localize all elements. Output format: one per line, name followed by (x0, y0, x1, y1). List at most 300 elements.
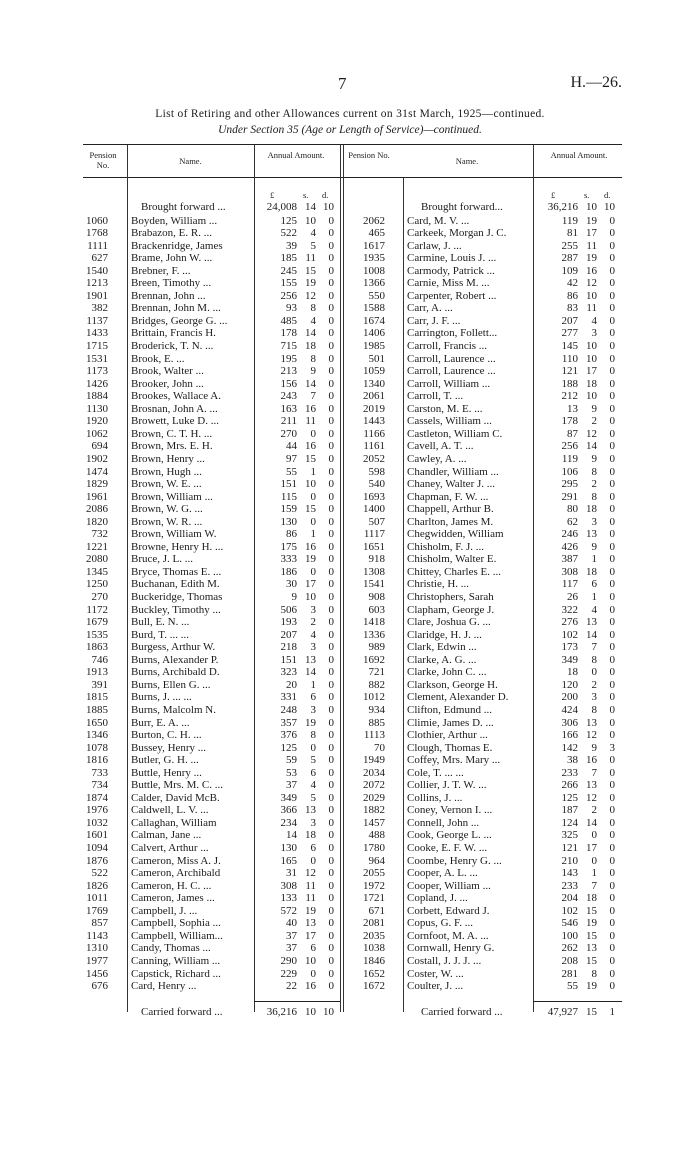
left-amount-pounds: 178 (280, 327, 297, 340)
right-brought-forward-label: Brought forward... (421, 201, 503, 213)
right-pension-no: 2052 (363, 452, 385, 465)
right-pensioner-name: Chegwidden, William (407, 528, 504, 541)
right-amount-shillings: 1 (591, 867, 597, 880)
right-amount-shillings: 11 (586, 302, 597, 315)
right-amount-pence: 0 (609, 490, 615, 503)
left-pension-no: 694 (91, 440, 108, 453)
left-pensioner-name: Brosnan, John A. ... (131, 402, 218, 415)
left-pension-no: 1920 (86, 415, 108, 428)
right-amount-pounds: 106 (561, 465, 578, 478)
right-amount-pence: 0 (609, 327, 615, 340)
right-amount-pence: 0 (609, 942, 615, 955)
right-pension-no: 1366 (363, 277, 385, 290)
left-pensioner-name: Caldwell, L. V. ... (131, 804, 209, 817)
right-pensioner-name: Carmody, Patrick ... (407, 264, 495, 277)
right-amount-shillings: 6 (591, 578, 597, 591)
left-amount-pounds: 234 (280, 816, 297, 829)
right-amount-pounds: 424 (561, 703, 578, 716)
right-amount-shillings: 2 (591, 804, 597, 817)
right-pensioner-name: Coffey, Mrs. Mary ... (407, 754, 501, 767)
left-amount-pounds: 37 (286, 779, 297, 792)
right-pension-no: 501 (368, 352, 385, 365)
left-amount-pounds: 86 (286, 528, 297, 541)
left-amount-shillings: 3 (310, 641, 316, 654)
left-amount-shillings: 4 (310, 227, 316, 240)
right-pension-no: 1652 (363, 967, 385, 980)
right-pensioner-name: Cawley, A. ... (407, 452, 467, 465)
left-pensioner-name: Bridges, George G. ... (131, 314, 228, 327)
right-pensioner-name: Chandler, William ... (407, 465, 499, 478)
left-amount-pence: 0 (328, 578, 334, 591)
right-amount-shillings: 9 (591, 452, 597, 465)
left-pensioner-name: Buckeridge, Thomas (131, 591, 223, 603)
right-amount-pounds: 81 (567, 227, 578, 240)
right-pension-no: 1038 (363, 942, 385, 955)
right-pension-no: 2034 (363, 766, 385, 779)
left-amount-pence: 0 (328, 427, 334, 440)
left-pensioner-name: Burns, Alexander P. (131, 653, 219, 666)
right-pensioner-name: Carlaw, J. ... (407, 239, 462, 252)
left-amount-pence: 0 (328, 829, 334, 842)
left-amount-shillings: 4 (310, 628, 316, 641)
left-pensioner-name: Brennan, John ... (131, 289, 206, 302)
left-pension-no: 857 (91, 917, 108, 930)
left-amount-pence: 0 (328, 415, 334, 428)
right-amount-pence: 0 (609, 314, 615, 327)
left-pension-no: 1310 (86, 942, 108, 955)
right-pensioner-name: Copus, G. F. ... (407, 917, 474, 930)
right-amount-pence: 0 (609, 565, 615, 578)
left-amount-pence: 0 (328, 452, 334, 465)
left-amount-shillings: 0 (310, 565, 316, 578)
left-pensioner-name: Burgess, Arthur W. (131, 641, 216, 654)
left-pension-no: 1679 (86, 616, 108, 629)
right-pensioner-name: Charlton, James M. (407, 515, 494, 528)
right-carried-shillings: 15 (586, 1006, 597, 1018)
left-amount-pence: 0 (328, 264, 334, 277)
left-amount-pounds: 30 (286, 578, 297, 591)
right-pension-no: 934 (368, 703, 385, 716)
right-pound-unit: £ (551, 190, 556, 200)
right-amount-pounds: 18 (567, 666, 578, 679)
left-pensioner-name: Canning, William ... (131, 954, 221, 967)
left-amount-shillings: 5 (310, 239, 316, 252)
left-pensioner-name: Brooker, John ... (131, 377, 204, 390)
left-pension-no: 1143 (86, 929, 108, 942)
left-pensioner-name: Burns, Ellen G. ... (131, 678, 211, 691)
right-amount-shillings: 18 (586, 377, 597, 390)
right-amount-pence: 0 (609, 804, 615, 817)
right-amount-pence: 0 (609, 678, 615, 691)
right-amount-pounds: 233 (561, 766, 578, 779)
left-pound-unit: £ (270, 190, 275, 200)
left-amount-shillings: 19 (305, 553, 316, 566)
right-amount-pounds: 80 (567, 503, 578, 516)
left-amount-pence: 0 (328, 716, 334, 729)
right-pensioner-name: Carroll, William ... (407, 377, 491, 390)
right-pension-no: 1651 (363, 540, 385, 553)
right-pensioner-name: Collins, J. ... (407, 791, 463, 804)
left-amount-shillings: 6 (310, 691, 316, 704)
left-pension-no: 1221 (86, 540, 108, 553)
right-pensioner-name: Climie, James D. ... (407, 716, 494, 729)
right-amount-shillings: 14 (586, 628, 597, 641)
left-pension-no: 1876 (86, 854, 108, 867)
right-amount-pence: 0 (609, 440, 615, 453)
right-pence-unit: d. (604, 190, 611, 200)
left-amount-pounds: 22 (286, 980, 297, 993)
right-amount-pounds: 100 (561, 929, 578, 942)
left-pensioner-name: Cameron, Miss A. J. (131, 854, 221, 867)
left-pension-no: 1173 (86, 365, 108, 378)
left-amount-shillings: 13 (305, 917, 316, 930)
right-amount-pence: 0 (609, 277, 615, 290)
right-pensioner-name: Cornfoot, M. A. ... (407, 929, 489, 942)
right-pensioner-name: Chappell, Arthur B. (407, 503, 494, 516)
right-carried-forward-label: Carried forward ... (421, 1006, 503, 1018)
right-amount-pounds: 207 (561, 314, 578, 327)
left-amount-pence: 0 (328, 867, 334, 880)
left-amount-shillings: 0 (310, 515, 316, 528)
left-pensioner-name: Brown, Hugh ... (131, 465, 202, 478)
left-amount-pounds: 31 (286, 867, 297, 880)
right-pension-no: 550 (368, 289, 385, 302)
left-pensioner-name: Brook, Walter ... (131, 365, 204, 378)
right-pension-no: 1059 (363, 365, 385, 378)
right-amount-pence: 0 (609, 691, 615, 704)
right-pension-no: 1457 (363, 816, 385, 829)
left-amount-pounds: 115 (280, 490, 297, 503)
left-amount-pounds: 333 (280, 553, 297, 566)
left-amount-pounds: 37 (286, 942, 297, 955)
right-amount-pence: 0 (609, 377, 615, 390)
left-pensioner-name: Brown, Mrs. E. H. (131, 440, 213, 453)
right-amount-shillings: 19 (586, 980, 597, 993)
left-amount-pence: 0 (328, 942, 334, 955)
left-amount-shillings: 16 (305, 980, 316, 993)
left-amount-shillings: 17 (305, 929, 316, 942)
left-pensioner-name: Brackenridge, James (131, 239, 223, 252)
left-pensioner-name: Brook, E. ... (131, 352, 185, 365)
right-amount-pounds: 387 (561, 553, 578, 566)
right-amount-shillings: 17 (586, 227, 597, 240)
right-amount-pence: 0 (609, 954, 615, 967)
right-amount-pence: 0 (609, 503, 615, 516)
left-pension-no: 1913 (86, 666, 108, 679)
left-pension-no: 734 (91, 779, 108, 792)
right-header-name: Name. (455, 156, 479, 166)
left-amount-pence: 0 (328, 653, 334, 666)
right-amount-shillings: 19 (586, 252, 597, 265)
left-pension-no: 746 (91, 653, 108, 666)
left-carried-pence: 10 (323, 1006, 334, 1018)
right-amount-shillings: 1 (591, 553, 597, 566)
right-amount-pounds: 178 (561, 415, 578, 428)
left-amount-pence: 0 (328, 340, 334, 352)
left-amount-pence: 0 (328, 842, 334, 854)
left-amount-pounds: 290 (280, 954, 297, 967)
left-amount-shillings: 0 (310, 427, 316, 440)
right-amount-pence: 0 (609, 352, 615, 365)
right-amount-shillings: 4 (591, 314, 597, 327)
right-amount-pence: 0 (609, 628, 615, 641)
left-amount-pounds: 163 (280, 402, 297, 415)
right-amount-pounds: 109 (561, 264, 578, 277)
right-amount-pence: 0 (609, 791, 615, 804)
right-pensioner-name: Carkeek, Morgan J. C. (407, 227, 507, 240)
left-amount-pence: 0 (328, 917, 334, 930)
right-pensioner-name: Coombe, Henry G. ... (407, 854, 502, 867)
left-pension-no: 1901 (86, 289, 108, 302)
right-amount-pence: 0 (609, 591, 615, 603)
right-amount-pounds: 262 (561, 942, 578, 955)
left-pension-no: 733 (91, 766, 108, 779)
left-pensioner-name: Bull, E. N. ... (131, 616, 190, 629)
right-pension-no: 1418 (363, 616, 385, 629)
right-amount-shillings: 13 (586, 528, 597, 541)
left-amount-pounds: 53 (286, 766, 297, 779)
left-pensioner-name: Brown, W. R. ... (131, 515, 203, 528)
right-amount-shillings: 15 (586, 904, 597, 917)
left-pensioner-name: Brown, C. T. H. ... (131, 427, 213, 440)
right-amount-pounds: 266 (561, 779, 578, 792)
right-amount-pounds: 166 (561, 729, 578, 742)
left-pensioner-name: Browett, Luke D. ... (131, 415, 219, 428)
right-pensioner-name: Carroll, Laurence ... (407, 365, 496, 378)
left-amount-pounds: 193 (280, 616, 297, 629)
right-pensioner-name: Coney, Vernon I. ... (407, 804, 493, 817)
left-pensioner-name: Card, Henry ... (131, 980, 197, 993)
right-amount-pence: 0 (609, 703, 615, 716)
left-pension-no: 382 (91, 302, 108, 315)
right-pensioner-name: Carston, M. E. ... (407, 402, 483, 415)
left-amount-shillings: 11 (305, 252, 316, 265)
right-amount-pounds: 62 (567, 515, 578, 528)
left-pension-no: 1137 (86, 314, 108, 327)
right-amount-pence: 3 (609, 741, 615, 754)
right-amount-shillings: 0 (591, 854, 597, 867)
right-pensioner-name: Christophers, Sarah (407, 591, 494, 603)
left-amount-shillings: 10 (305, 214, 316, 227)
right-pensioner-name: Chittey, Charles E. ... (407, 565, 501, 578)
right-pensioner-name: Carroll, Laurence ... (407, 352, 496, 365)
left-amount-pence: 0 (328, 980, 334, 993)
right-amount-shillings: 18 (586, 565, 597, 578)
left-amount-pence: 0 (328, 402, 334, 415)
left-pension-no: 676 (91, 980, 108, 993)
left-amount-shillings: 4 (310, 314, 316, 327)
right-amount-pounds: 121 (561, 842, 578, 854)
left-pensioner-name: Bussey, Henry ... (131, 741, 207, 754)
right-pensioner-name: Carpenter, Robert ... (407, 289, 497, 302)
left-amount-pounds: 485 (280, 314, 297, 327)
right-amount-shillings: 13 (586, 716, 597, 729)
left-pension-no: 1977 (86, 954, 108, 967)
left-pension-no: 1885 (86, 703, 108, 716)
left-pension-no: 1011 (86, 892, 108, 905)
right-pension-no: 1117 (363, 528, 385, 541)
left-amount-shillings: 15 (305, 452, 316, 465)
right-header-pension-no: Pension No. (348, 150, 390, 160)
left-pensioner-name: Brown, W. E. ... (131, 478, 202, 491)
left-amount-shillings: 18 (305, 829, 316, 842)
left-pence-unit: d. (322, 190, 329, 200)
page-title: List of Retiring and other Allowances current on 31st March, 1925—continued. (155, 108, 545, 120)
left-pension-no: 1961 (86, 490, 108, 503)
left-amount-pounds: 506 (280, 603, 297, 616)
right-pensioner-name: Card, M. V. ... (407, 214, 470, 227)
left-amount-shillings: 13 (305, 804, 316, 817)
left-amount-shillings: 12 (305, 867, 316, 880)
left-pension-no: 1474 (86, 465, 108, 478)
right-amount-pounds: 121 (561, 365, 578, 378)
left-amount-pounds: 349 (280, 791, 297, 804)
right-amount-pence: 0 (609, 892, 615, 905)
right-pension-no: 1541 (363, 578, 385, 591)
right-amount-pence: 0 (609, 553, 615, 566)
left-amount-shillings: 15 (305, 503, 316, 516)
right-amount-pounds: 212 (561, 390, 578, 403)
left-pensioner-name: Callaghan, William (131, 816, 217, 829)
right-pensioner-name: Clement, Alexander D. (407, 691, 509, 704)
right-amount-pence: 0 (609, 264, 615, 277)
right-amount-shillings: 16 (586, 264, 597, 277)
left-pensioner-name: Calder, David McB. (131, 791, 220, 804)
left-amount-shillings: 2 (310, 616, 316, 629)
right-amount-shillings: 8 (591, 465, 597, 478)
right-amount-shillings: 8 (591, 967, 597, 980)
left-amount-shillings: 16 (305, 402, 316, 415)
left-amount-pence: 0 (328, 779, 334, 792)
left-pensioner-name: Burton, C. H. ... (131, 729, 202, 742)
left-amount-pence: 0 (328, 214, 334, 227)
right-amount-pounds: 124 (561, 816, 578, 829)
right-pensioner-name: Carrington, Follett... (407, 327, 498, 340)
left-amount-pounds: 40 (286, 917, 297, 930)
right-pension-no: 885 (368, 716, 385, 729)
right-pensioner-name: Clough, Thomas E. (407, 741, 493, 754)
left-amount-pounds: 207 (280, 628, 297, 641)
right-pension-no: 2062 (363, 214, 385, 227)
left-pension-no: 1062 (86, 427, 108, 440)
left-amount-shillings: 0 (310, 854, 316, 867)
left-amount-shillings: 15 (305, 264, 316, 277)
right-amount-pence: 0 (609, 465, 615, 478)
right-amount-shillings: 12 (586, 791, 597, 804)
left-amount-pence: 0 (328, 252, 334, 265)
left-pension-no: 1250 (86, 578, 108, 591)
right-pension-no: 721 (368, 666, 385, 679)
left-pensioner-name: Boyden, William ... (131, 214, 218, 227)
right-amount-pence: 0 (609, 879, 615, 892)
right-pensioner-name: Carnie, Miss M. ... (407, 277, 490, 290)
left-amount-pence: 0 (328, 302, 334, 315)
right-amount-shillings: 13 (586, 942, 597, 955)
left-pension-no: 1345 (86, 565, 108, 578)
right-pensioner-name: Clark, Edwin ... (407, 641, 477, 654)
right-amount-pounds: 325 (561, 829, 578, 842)
left-amount-pence: 0 (328, 691, 334, 704)
left-pensioner-name: Burns, J. ... ... (131, 691, 192, 704)
left-pensioner-name: Burns, Malcolm N. (131, 703, 216, 716)
right-pension-no: 540 (368, 478, 385, 491)
right-pensioner-name: Chisholm, Walter E. (407, 553, 497, 566)
left-header-amount: Annual Amount. (267, 150, 325, 160)
right-pension-no: 1008 (363, 264, 385, 277)
right-pension-no: 1336 (363, 628, 385, 641)
left-amount-pence: 0 (328, 616, 334, 629)
right-amount-shillings: 4 (591, 603, 597, 616)
right-pensioner-name: Corbett, Edward J. (407, 904, 490, 917)
left-amount-shillings: 9 (310, 365, 316, 378)
right-pension-no: 1882 (363, 804, 385, 817)
right-pensioner-name: Chisholm, F. J. ... (407, 540, 485, 553)
right-amount-pence: 0 (609, 452, 615, 465)
left-pensioner-name: Breen, Timothy ... (131, 277, 212, 290)
left-pension-no: 1829 (86, 478, 108, 491)
left-amount-pence: 0 (328, 967, 334, 980)
right-pension-no: 488 (368, 829, 385, 842)
right-amount-pounds: 204 (561, 892, 578, 905)
right-amount-pence: 0 (609, 578, 615, 591)
right-amount-pounds: 117 (561, 578, 578, 591)
right-pensioner-name: Castleton, William C. (407, 427, 503, 440)
left-amount-shillings: 11 (305, 415, 316, 428)
right-amount-pence: 0 (609, 402, 615, 415)
left-pensioner-name: Calvert, Arthur ... (131, 842, 209, 854)
left-carried-shillings: 10 (305, 1006, 316, 1018)
right-amount-pounds: 110 (561, 352, 578, 365)
right-amount-shillings: 9 (591, 741, 597, 754)
left-amount-pence: 0 (328, 854, 334, 867)
left-pension-no: 1863 (86, 641, 108, 654)
right-pensioner-name: Chaney, Walter J. ... (407, 478, 496, 491)
left-amount-pounds: 151 (280, 653, 297, 666)
left-header-name: Name. (179, 156, 202, 166)
right-amount-pounds: 256 (561, 440, 578, 453)
left-pensioner-name: Candy, Thomas ... (131, 942, 211, 955)
left-brought-pence: 10 (323, 201, 334, 213)
left-pension-no: 1768 (86, 227, 108, 240)
right-pensioner-name: Cooper, William ... (407, 879, 491, 892)
right-pensioner-name: Carroll, T. ... (407, 390, 464, 403)
left-pension-no: 1426 (86, 377, 108, 390)
right-amount-pounds: 83 (567, 302, 578, 315)
right-amount-pounds: 210 (561, 854, 578, 867)
right-amount-pence: 0 (609, 917, 615, 930)
right-header-amount: Annual Amount. (550, 150, 608, 160)
page-subtitle (0, 124, 700, 136)
right-amount-shillings: 18 (586, 892, 597, 905)
right-amount-pounds: 26 (567, 591, 578, 603)
left-pension-no: 1535 (86, 628, 108, 641)
left-amount-pounds: 59 (286, 754, 297, 767)
left-pensioner-name: Campbell, J. ... (131, 904, 198, 917)
left-pension-no: 1433 (86, 327, 108, 340)
left-shilling-unit: s. (303, 190, 309, 200)
right-amount-pounds: 38 (567, 754, 578, 767)
left-amount-shillings: 19 (305, 277, 316, 290)
left-pension-no: 2080 (86, 553, 108, 566)
right-carried-pence: 1 (609, 1006, 615, 1018)
right-amount-pounds: 246 (561, 528, 578, 541)
left-amount-pence: 0 (328, 816, 334, 829)
right-pension-no: 1721 (363, 892, 385, 905)
right-pensioner-name: Cooper, A. L. ... (407, 867, 478, 880)
right-amount-pence: 0 (609, 415, 615, 428)
right-pension-no: 1166 (363, 427, 385, 440)
left-amount-shillings: 5 (310, 791, 316, 804)
